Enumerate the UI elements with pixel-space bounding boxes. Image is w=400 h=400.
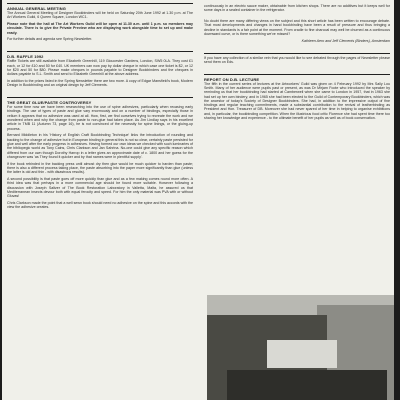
raffle-heading: D.B. RAFFLE 1992: [7, 54, 44, 60]
glue-heading: THE GREAT GLUE/PASTE CONTROVERSY: [7, 100, 92, 106]
right-column: [204, 0, 390, 123]
section-divider: [7, 97, 193, 98]
raffle-paragraph: Raffle Tickets are still available from Elizabeth Greenhill, 119 Gloucester Gardens, London, SW5 0LA. They cost £1 each, or 12 for £10 and 50 for £40. UK members can now pay by dollar cheque in which case one ticket is $2, or 12 for $20 and 50 for $80. Please make cheques in pounds payable to Designer Bookbinders and the cheques in dollars payable to S.L. Smith and send to Elizabeth Greenhill at the above address.: [7, 59, 193, 77]
glue-paragraph: Bernard Middleton in his 'History of English Craft Bookbinding Technique' links the introduction of rounding and backing to the change of adhesive but in European binding in general this is not so clear, certainly paste persisted for glue and well after the early progress in adhesives. Having formed our own ideas we checked with such luminaries of the bibliopegic world as Tony Cains, Chris Clarkson and Jan Sahrina. No-one could give any specific reason which differed from our own though Dorothy Harrop in a letter gives an approximate date of c. 1800 and her guess for the changeover was 'as They found it quicker and by that names were in plentiful supply'.: [7, 133, 193, 159]
report-paragraph: The fifth in the current series of lectures at the Artworkers' Guild was given on 4 February 1992 by Mrs Sally Lou Smith. Many of her audience were pupils past or present, as was Dr Mirjam Foote who introduced the speaker by reminding us that her bookbinding had started at Camberwell when she came to London in 1957, that in 1963 she had set up her own bindery, and in 1965 she had been elected to the Guild of Contemporary Bookbinders, which was the ancestor of today's Society of Designer Bookbinders. She had, in addition to the impressive output of fine bindings and regular teaching commitments, made a substantial contribution to the revival of leatherbinding as President and Hon. Treasurer of DB. Moreover she had never spared of her time in helping to organise exhibitions and, in particular, the bookbinding competition. When the illustrious food critic Florence she had spent time there too sharing her knowledge and experience - to the ultimate benefit of her pupils as well as of book conservation.: [204, 81, 390, 121]
section-divider: [7, 51, 193, 52]
editor-note: If you have any collection of a similar vein that you would like to see debated through the pages of Newsletter please send them on Eds.: [204, 55, 390, 64]
section-divider: [204, 53, 390, 54]
left-column: [7, 0, 193, 212]
newsletter-page: [2, 0, 394, 400]
agm-heading: ANNUAL GENERAL MEETING: [7, 6, 66, 11]
section-divider: [7, 3, 193, 4]
glue-continued-paragraph: No doubt there are many differing views on the subject and this short article has been written to encourage debate. That most developments and changes in hand bookbinding have been a result of pressure and thus bringing a decline in standards is a fair point at the moment. From cradle to fine charcoal may well be churned as a continuous downward curve, or is there something we've missed?: [204, 19, 390, 36]
glue-paragraph: A second possibility is that paste goes off more quickly than glue and as a few making comes round more often. A third idea was that perhaps in a more commercial age should be found more suitable. However following a discussion with Joseph Saltzer of The Book Restoration Laboratory in Valletta, Malta, he assured us that Mediterranean insects devour both with equal ferocity and speed. For him the only material was PVA with or without Gluvas!: [7, 177, 193, 199]
agm-paragraph: The Annual General Meeting of Designer Bookbinders will be held on Saturday 20th June 1992 at 1.30 p.m. at The Art Workers Guild, 6 Queen Square, London WC1.: [7, 11, 193, 20]
glue-continued-paragraph: continuously in an electric sauce maker, obtainable from kitchen shops. There are no additives but it keeps well for some days in a sealed container in the refrigerator.: [204, 4, 390, 13]
agm-paragraph: Please note that the hall at The Art Workers Guild will be open at 11.30 a.m. until 1 p.m. so members may circulate. There is to give the Private Preview who are displaying work alongside time to set up and make ready.: [7, 22, 193, 35]
raffle-paragraph: In addition to the prizes listed in the Spring Newsletter there are two more. A copy of Edgar Mansfield's book, Modern Design in Bookbinding and an original design by Jeff Clements.: [7, 78, 193, 88]
glue-paragraph: If the book rebinded in the backing press until almost dry then glue would be much quicker to harden than paste; there is also a different process taking place, the paste absorbing into the paper more significantly than glue (unless the latter is old and thin - with disastrous results).: [7, 161, 193, 175]
report-heading: REPORT ON D.B. LECTURE: [204, 76, 260, 82]
glue-paragraph: For some time now we have been researching into the use of spine adhesives, particularly when recasing early bindings. The use of types of paste and glue vary enormously and on a number of bindings, especially those in vellum it appears that no adhesive was used at all. How, first, we find ourselves trying to recreate the work and we wondered when and why the change from paste to non-glue had taken place. As Jim Lindlay says in his excellent article in TMB 11 (Autumn 73, page 16), he is not convinced of the necessity for spine linings, or the gluing-up process.: [7, 105, 193, 131]
section-divider: [204, 74, 390, 75]
article-signature: Kathleen Aero and Jeff Clements (Binders), Amsterdam: [301, 38, 390, 43]
book-photograph: [207, 295, 394, 400]
agm-paragraph: For further details and agenda see Spring Newsletter.: [7, 37, 93, 42]
glue-paragraph: Chris Clarkson made the point that a well sewn book should need no adhesive on the spine and this accords with the view the adhesive creates.: [7, 201, 193, 210]
